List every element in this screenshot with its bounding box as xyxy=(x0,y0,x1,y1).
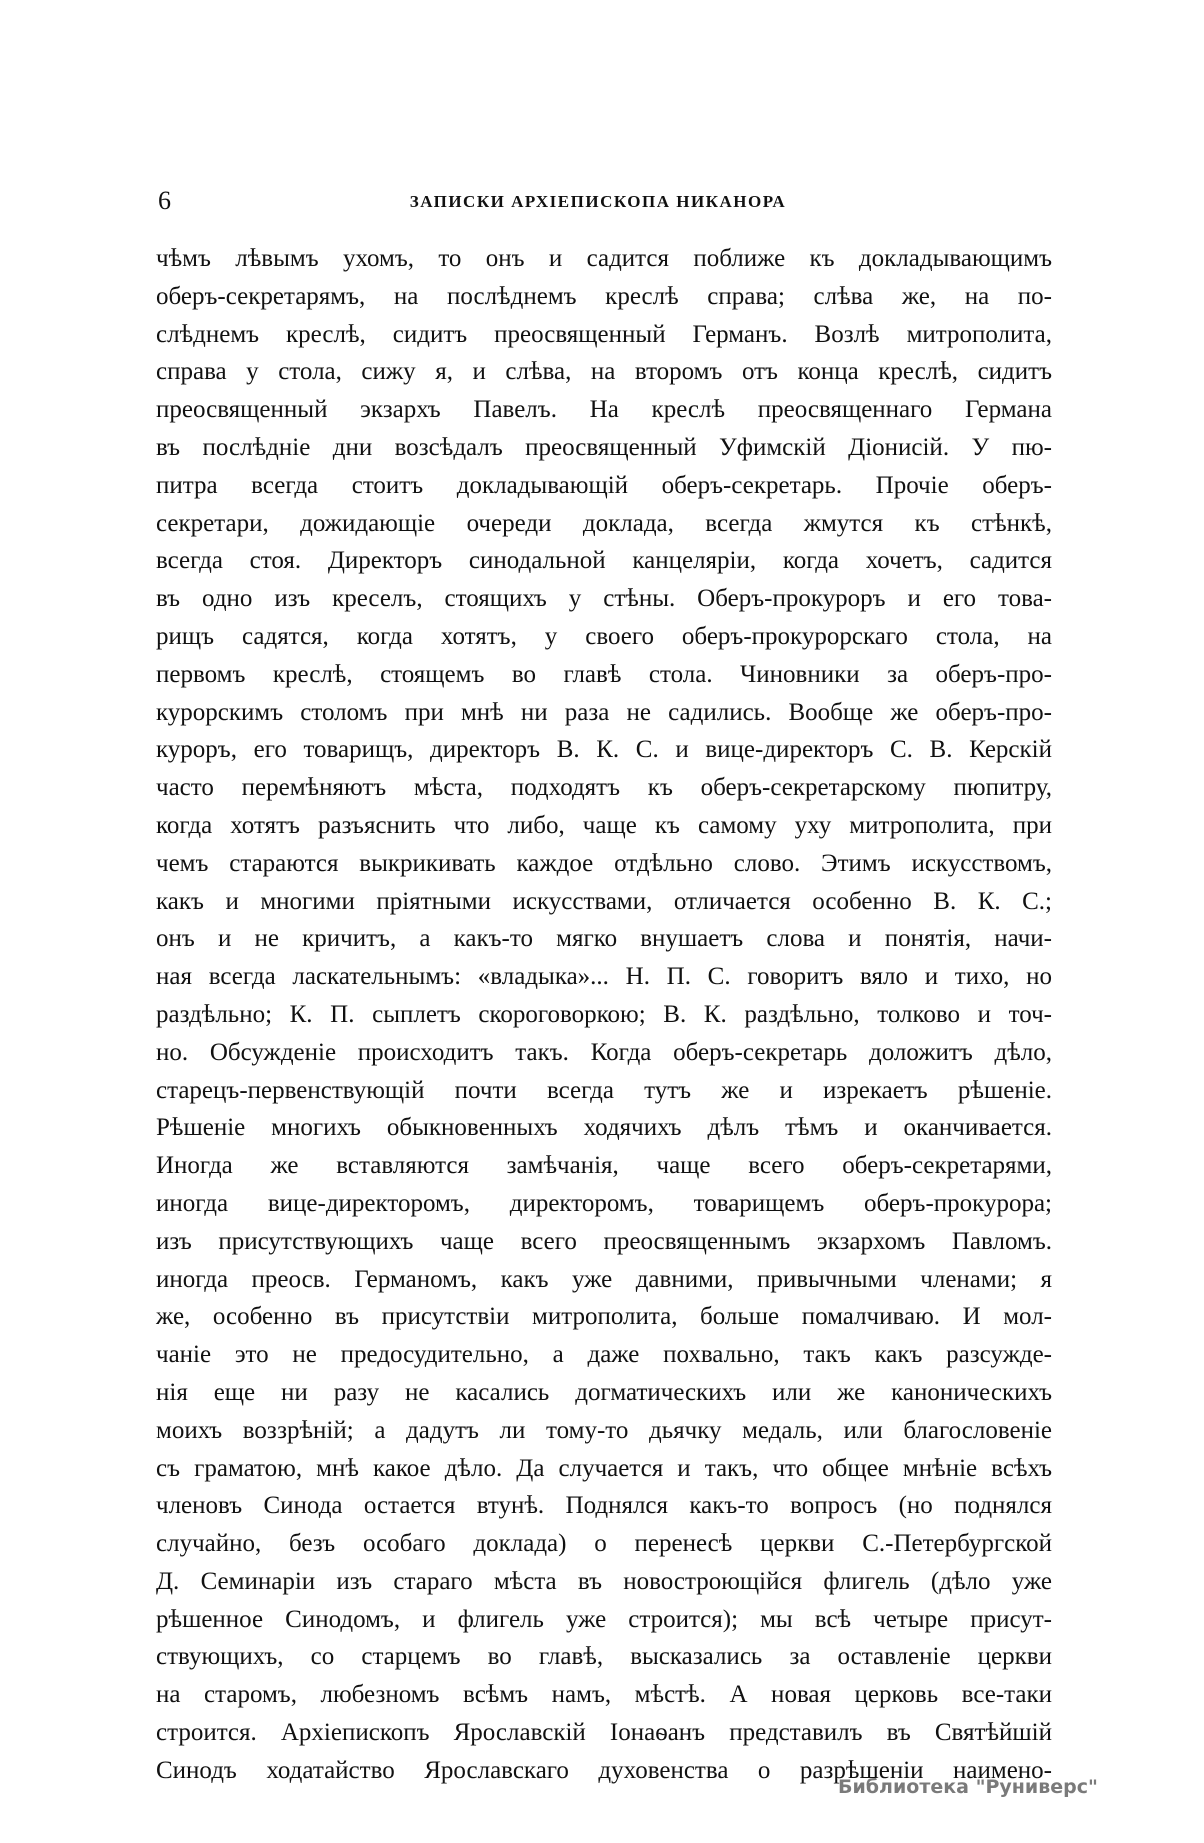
text-line: первомъ креслѣ, стоящемъ во главѣ стола. Чиновники за оберъ-про- xyxy=(156,660,1052,688)
text-line: чѣмъ лѣвымъ ухомъ, то онъ и садится поближе къ докладывающимъ xyxy=(156,245,1052,272)
text-line: Иногда же вставляются замѣчанія, чаще всего оберъ-секретарями, xyxy=(156,1152,1052,1180)
page-number: 6 xyxy=(158,186,171,215)
text-line: куроръ, его товарищъ, директоръ В. К. С. и вице-директоръ С. В. Керскій xyxy=(156,736,1052,764)
text-line: строится. Архіепископъ Ярославскій Іонаѳанъ представилъ въ Святѣйшій xyxy=(156,1719,1052,1747)
text-line: нія еще ни разу не касались догматическихъ или же каноническихъ xyxy=(156,1378,1052,1406)
text-line: ствующихъ, со старцемъ во главѣ, высказались за оставленіе церкви xyxy=(156,1643,1052,1671)
text-line: всегда стоя. Директоръ синодальной канцеляріи, когда хочетъ, садится xyxy=(156,547,1052,575)
text-line: ная всегда ласкательнымъ: «владыка»... Н. П. С. говоритъ вяло и тихо, но xyxy=(156,963,1052,991)
text-line: на старомъ, любезномъ всѣмъ намъ, мѣстѣ. А новая церковь все-таки xyxy=(156,1681,1052,1709)
text-line: иногда преосв. Германомъ, какъ уже давними, привычными членами; я xyxy=(156,1265,1052,1293)
text-line: случайно, безъ особаго доклада) о перенесѣ церкви С.-Петербургской xyxy=(156,1530,1052,1558)
text-line: Рѣшеніе многихъ обыкновенныхъ ходячихъ дѣлъ тѣмъ и оканчивается. xyxy=(156,1114,1052,1142)
text-line: членовъ Синода остается втунѣ. Поднялся какъ-то вопросъ (но поднялся xyxy=(156,1492,1052,1520)
text-line: но. Обсужденіе происходитъ такъ. Когда оберъ-секретарь доложитъ дѣло, xyxy=(156,1038,1052,1066)
text-line: рѣшенное Синодомъ, и флигель уже строится); мы всѣ четыре присут- xyxy=(156,1605,1052,1633)
text-line: иногда вице-директоромъ, директоромъ, товарищемъ оберъ-прокурора; xyxy=(156,1189,1052,1217)
text-line: же, особенно въ присутствіи митрополита, больше помалчиваю. И мол- xyxy=(156,1303,1052,1331)
library-watermark: Библиотека "Руниверс" xyxy=(838,1776,1098,1798)
text-line: секретари, дожидающіе очереди доклада, всегда жмутся къ стѣнкѣ, xyxy=(156,509,1052,537)
text-line: часто перемѣняютъ мѣста, подходятъ къ оберъ-секретарскому пюпитру, xyxy=(156,774,1052,802)
running-title: ЗАПИСКИ АРХІЕПИСКОПА НИКАНОРА xyxy=(409,192,787,211)
text-line: изъ присутствующихъ чаще всего преосвященнымъ экзархомъ Павломъ. xyxy=(156,1227,1052,1255)
text-line: раздѣльно; К. П. сыплетъ скороговоркою; В. К. раздѣльно, толково и точ- xyxy=(156,1000,1052,1028)
text-line: рищъ садятся, когда хотятъ, у своего оберъ-прокурорскаго стола, на xyxy=(156,622,1052,650)
text-line: онъ и не кричитъ, а какъ-то мягко внушаетъ слова и понятія, начи- xyxy=(156,925,1052,953)
text-line: питра всегда стоитъ докладывающій оберъ-секретарь. Прочіе оберъ- xyxy=(156,471,1052,499)
text-line: въ послѣдніе дни возсѣдалъ преосвященный Уфимскій Діонисій. У пю- xyxy=(156,433,1052,461)
text-line: справа у стола, сижу я, и слѣва, на второмъ отъ конца креслѣ, сидитъ xyxy=(156,358,1052,386)
page-header xyxy=(158,186,1038,216)
text-line: Синодъ ходатайство Ярославскаго духовенства о разрѣшеніи наимено- xyxy=(156,1756,1052,1784)
text-line: Д. Семинаріи изъ стараго мѣста въ новостроющійся флигель (дѣло уже xyxy=(156,1567,1052,1595)
text-line: когда хотятъ разъяснить что либо, чаще къ самому уху митрополита, при xyxy=(156,811,1052,839)
text-line: оберъ-секретарямъ, на послѣднемъ креслѣ справа; слѣва же, на по- xyxy=(156,282,1052,310)
text-line: съ граматою, мнѣ какое дѣло. Да случается и такъ, что общее мнѣніе всѣхъ xyxy=(156,1454,1052,1482)
text-line: преосвященный экзархъ Павелъ. На креслѣ преосвященнаго Германа xyxy=(156,396,1052,424)
text-line: какъ и многими пріятными искусствами, отличается особенно В. К. С.; xyxy=(156,887,1052,915)
text-line: чемъ стараются выкрикивать каждое отдѣльно слово. Этимъ искусствомъ, xyxy=(156,849,1052,877)
text-line: старецъ-первенствующій почти всегда тутъ же и изрекаетъ рѣшеніе. xyxy=(156,1076,1052,1104)
text-line: чаніе это не предосудительно, а даже похвально, такъ какъ разсужде- xyxy=(156,1341,1052,1369)
body-text xyxy=(156,240,1052,1790)
text-line: въ одно изъ креселъ, стоящихъ у стѣны. Оберъ-прокуроръ и его това- xyxy=(156,585,1052,613)
text-line: слѣднемъ креслѣ, сидитъ преосвященный Германъ. Возлѣ митрополита, xyxy=(156,320,1052,348)
text-line: моихъ воззрѣній; а дадутъ ли тому-то дьячку медаль, или благословеніе xyxy=(156,1416,1052,1444)
text-line: курорскимъ столомъ при мнѣ ни раза не садились. Вообще же оберъ-про- xyxy=(156,698,1052,726)
